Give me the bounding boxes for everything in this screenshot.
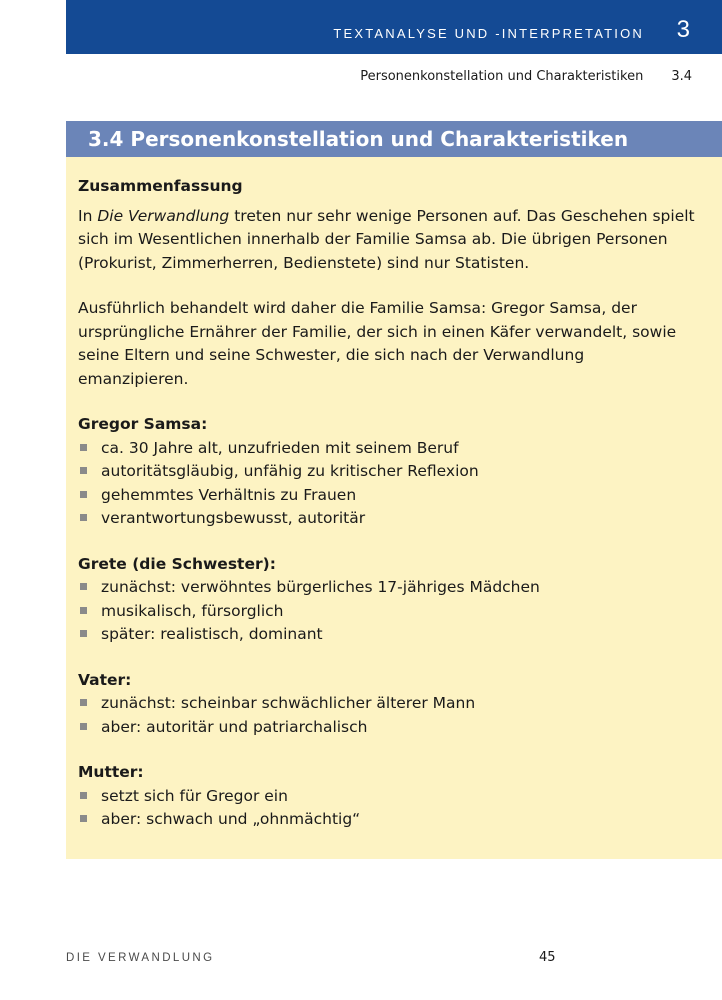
character-name: Grete (die Schwester): bbox=[78, 554, 276, 573]
character-group bbox=[78, 669, 698, 740]
trait-item bbox=[78, 716, 698, 740]
paragraph-text: In bbox=[78, 206, 98, 225]
trait-text: verantwortungsbewusst, autoritär bbox=[101, 509, 366, 527]
trait-item bbox=[78, 460, 698, 484]
square-bullet-icon bbox=[80, 514, 87, 521]
running-section-number: 3.4 bbox=[671, 69, 692, 84]
square-bullet-icon bbox=[80, 723, 87, 730]
trait-text: später: realistisch, dominant bbox=[101, 625, 323, 643]
section-number: 3.4 bbox=[88, 127, 124, 151]
character-name: Mutter: bbox=[78, 763, 144, 781]
character-name: Gregor Samsa: bbox=[78, 415, 208, 433]
chapter-number: 3 bbox=[676, 16, 690, 43]
trait-list bbox=[78, 785, 698, 832]
square-bullet-icon bbox=[80, 491, 87, 498]
trait-list bbox=[78, 437, 698, 531]
character-list bbox=[78, 413, 698, 832]
trait-item bbox=[78, 484, 698, 508]
trait-item bbox=[78, 600, 698, 624]
character-group bbox=[78, 413, 698, 531]
chapter-header-bar bbox=[66, 0, 722, 54]
trait-list bbox=[78, 576, 698, 647]
trait-text: setzt sich für Gregor ein bbox=[101, 786, 288, 805]
summary-paragraph-1 bbox=[78, 205, 698, 276]
square-bullet-icon bbox=[80, 607, 87, 614]
trait-text: zunächst: scheinbar schwächlicher älterer Mann bbox=[101, 694, 476, 712]
trait-text: aber: schwach und „ohnmächtig“ bbox=[101, 810, 361, 828]
footer-book-title: DIE VERWANDLUNG bbox=[66, 952, 215, 964]
book-title-italic: Die Verwandlung bbox=[97, 206, 230, 225]
trait-item bbox=[78, 437, 698, 461]
trait-list bbox=[78, 692, 698, 739]
paragraph-text: treten nur sehr wenige Personen auf. Das Geschehen spielt sich im Wesentlichen innerhalb der Familie Samsa ab. Die übrigen Personen (Prokurist, Zimmerherren, Bedienstete) sind nur Statisten. bbox=[78, 206, 695, 272]
trait-item bbox=[78, 507, 698, 531]
trait-item bbox=[78, 576, 698, 600]
trait-text: aber: autoritär und patriarchalisch bbox=[101, 717, 368, 736]
square-bullet-icon bbox=[80, 467, 87, 474]
square-bullet-icon bbox=[80, 699, 87, 706]
trait-item bbox=[78, 808, 698, 832]
trait-item bbox=[78, 623, 698, 647]
character-group bbox=[78, 761, 698, 832]
chapter-title: TEXTANALYSE UND -INTERPRETATION bbox=[333, 26, 644, 41]
trait-item bbox=[78, 785, 698, 809]
square-bullet-icon bbox=[80, 444, 87, 451]
character-name: Vater: bbox=[78, 670, 132, 689]
section-heading-bar bbox=[66, 121, 722, 157]
trait-text: zunächst: verwöhntes bürgerliches 17-jähriges Mädchen bbox=[101, 578, 540, 596]
summary-box bbox=[66, 157, 722, 859]
square-bullet-icon bbox=[80, 630, 87, 637]
running-header bbox=[66, 69, 692, 84]
trait-item bbox=[78, 692, 698, 716]
running-section-title: Personenkonstellation und Charakteristiken bbox=[360, 69, 644, 84]
section-heading bbox=[88, 127, 628, 151]
square-bullet-icon bbox=[80, 583, 87, 590]
trait-text: ca. 30 Jahre alt, unzufrieden mit seinem Beruf bbox=[101, 438, 459, 457]
summary-heading: Zusammenfassung bbox=[78, 177, 243, 195]
square-bullet-icon bbox=[80, 815, 87, 822]
trait-text: musikalisch, fürsorglich bbox=[101, 601, 284, 620]
page-number: 45 bbox=[539, 950, 556, 965]
summary-paragraph-2: Ausführlich behandelt wird daher die Familie Samsa: Gregor Samsa, der ursprüngliche Ernährer der Familie, der sich in einen Käfer verwandelt, sowie seine Eltern und seine Schwester, die sich nach der Verwandlung emanzipieren. bbox=[78, 299, 677, 388]
square-bullet-icon bbox=[80, 792, 87, 799]
character-group bbox=[78, 553, 698, 647]
section-title: Personenkonstellation und Charakteristiken bbox=[130, 127, 629, 151]
trait-text: gehemmtes Verhältnis zu Frauen bbox=[101, 485, 357, 504]
trait-text: autoritätsgläubig, unfähig zu kritischer Reflexion bbox=[101, 462, 479, 480]
summary-content bbox=[78, 175, 698, 832]
